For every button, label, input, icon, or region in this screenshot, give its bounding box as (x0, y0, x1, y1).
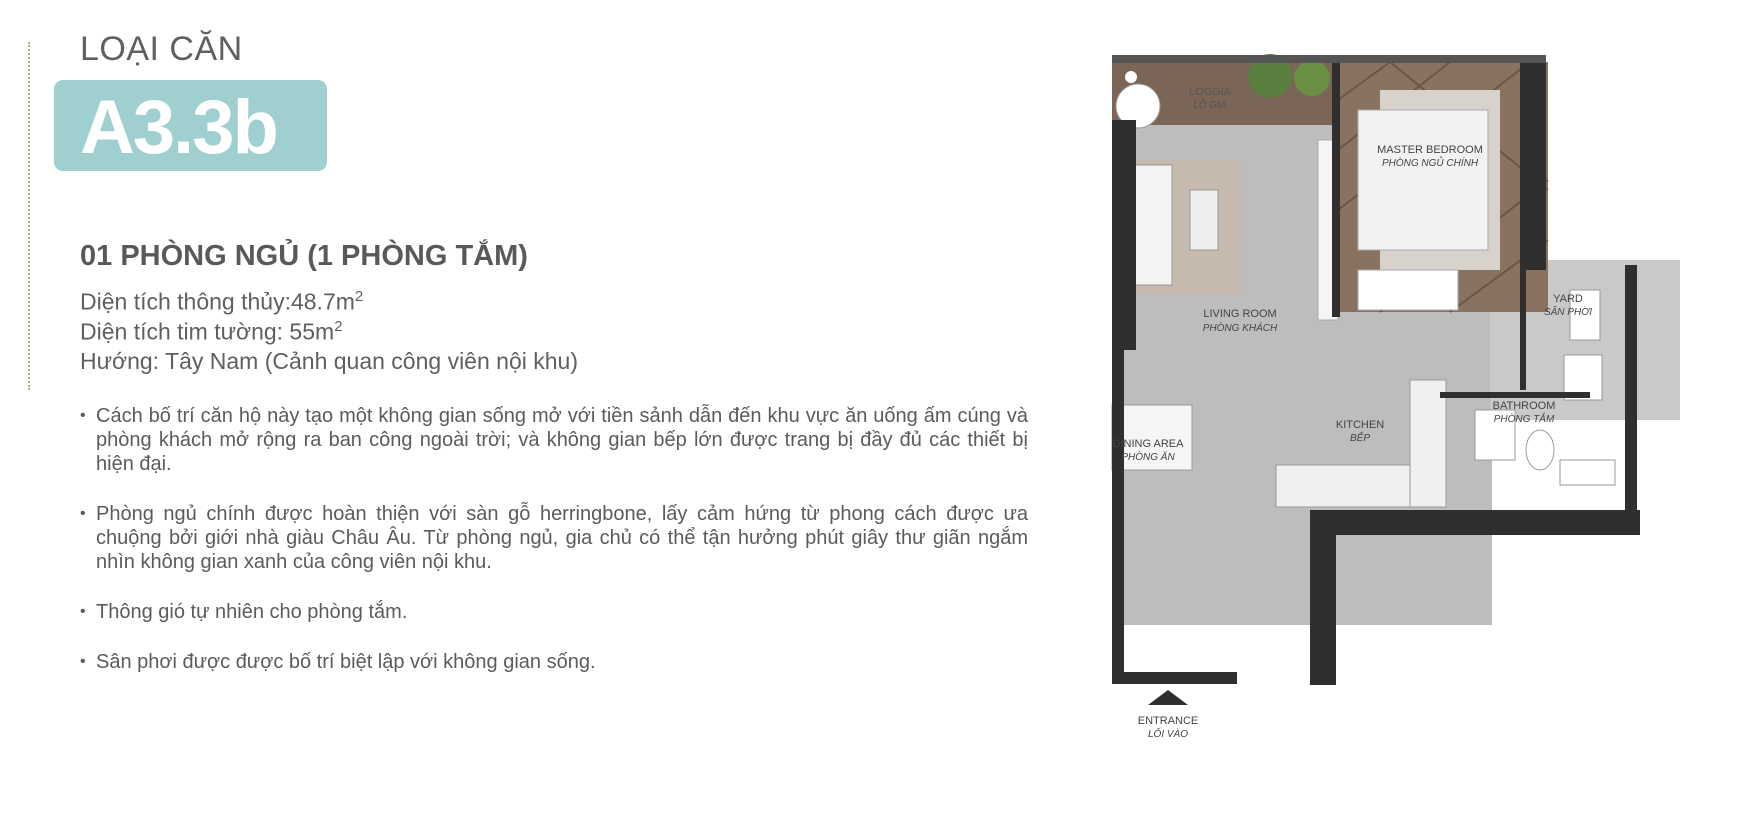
unit-code: A3.3b (80, 85, 277, 170)
entrance-label-vi: LỐI VÀO (1147, 729, 1189, 740)
feature-item: • Thông gió tự nhiên cho phòng tắm. (80, 600, 1028, 624)
net-area-text: Diện tích thông thủy:48.7m (80, 288, 355, 315)
floor-plan (1090, 40, 1710, 800)
net-area (80, 288, 363, 316)
dotted-rule (28, 42, 30, 390)
bathroom-label-vi: PHÒNG TẮM (1493, 414, 1555, 425)
entrance-label: ENTRANCE (1137, 715, 1199, 727)
feature-list (80, 404, 1028, 700)
kitchen-label-vi: BẾP (1349, 433, 1371, 444)
feature-item: • Cách bố trí căn hộ này tạo một không gian sống mở với tiền sảnh dẫn đến khu vực ăn uống ấm cúng và phòng khách mở rộng ra ban công ngoài trời; và không gian bếp lớn được trang bị đầy đủ các thiết bị hiện đại. (80, 404, 1028, 476)
yard-label-vi: SÂN PHƠI (1543, 307, 1593, 318)
living-room-label: LIVING ROOM (1203, 308, 1277, 320)
kitchen-counter-side (1410, 380, 1446, 507)
entrance-arrow-icon (1148, 690, 1188, 705)
feature-item: • Phòng ngủ chính được hoàn thiện với sàn gỗ herringbone, lấy cảm hứng từ phong cách được ưa chuộng bởi giới nhà giàu Châu Âu. Từ phòng ngủ, gia chủ có thể tận hưởng phút giây thư giãn ngắm nhìn không gian xanh của công viên nội khu. (80, 502, 1028, 574)
toilet-icon (1526, 430, 1554, 470)
bed-icon (1358, 110, 1488, 250)
orientation: Hướng: Tây Nam (Cảnh quan công viên nội khu) (80, 348, 578, 374)
gross-area (80, 318, 343, 346)
shower-tray (1560, 460, 1615, 485)
loggia-label-vi: LÔ GIA (1193, 100, 1227, 111)
loggia-stool (1125, 71, 1137, 83)
dining-area-label: DINING AREA (1112, 438, 1184, 450)
loggia-label: LOGGIA (1188, 86, 1232, 98)
bathroom-label: BATHROOM (1492, 400, 1556, 412)
feature-item: • Sân phơi được được bố trí biệt lập với không gian sống. (80, 650, 1028, 674)
unit-code-badge (54, 80, 327, 171)
gross-area-text: Diện tích tim tường: 55m (80, 318, 335, 345)
plant-icon (1294, 60, 1330, 96)
master-bedroom-label-vi: PHÒNG NGỦ CHÍNH (1381, 158, 1479, 169)
gross-area-unit-sup: 2 (334, 318, 343, 335)
net-area-unit-sup: 2 (354, 288, 364, 305)
coffee-table (1190, 190, 1218, 250)
unit-type-label: LOẠI CĂN (80, 30, 243, 68)
yard-label: YARD (1553, 293, 1583, 305)
dining-area-label-vi: PHÒNG ĂN (1121, 452, 1175, 463)
wardrobe (1358, 270, 1458, 310)
kitchen-label: KITCHEN (1335, 419, 1385, 431)
bedroom-heading: 01 PHÒNG NGỦ (1 PHÒNG TẮM) (80, 240, 528, 272)
master-bedroom-label: MASTER BEDROOM (1377, 144, 1483, 156)
top-wall (1112, 55, 1546, 63)
living-room-label-vi: PHÒNG KHÁCH (1202, 323, 1278, 334)
